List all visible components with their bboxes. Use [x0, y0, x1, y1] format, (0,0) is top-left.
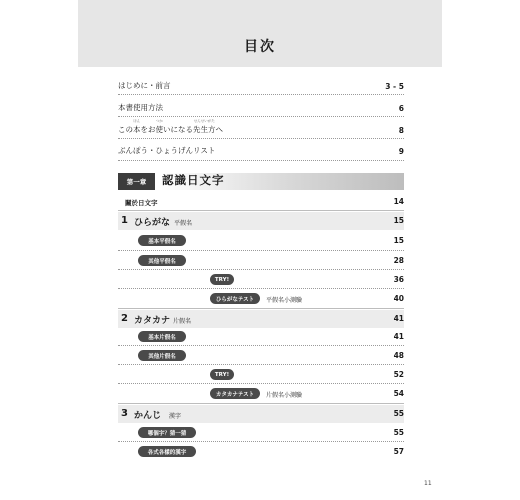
label-part: いになる [163, 125, 193, 134]
section-title[interactable]: ひらがな [134, 218, 171, 228]
chapter-band [118, 173, 404, 190]
toc-row-grammar-list[interactable] [118, 136, 404, 156]
toc-label: ぶんぽう・ひょうげんリスト [118, 146, 216, 155]
toc-pill-basic-katakana[interactable]: 基本片假名 [138, 331, 186, 342]
divider [118, 383, 404, 384]
toc-page-number: 57 [393, 447, 404, 456]
toc-page-number: 55 [393, 428, 404, 437]
toc-pill-katakana-test[interactable]: カタカナテスト [210, 388, 260, 399]
chapter-tag: 第一章 [118, 173, 155, 190]
chapter-intro-label[interactable]: 關於日文字 [125, 199, 158, 207]
page-title: 目次 [244, 39, 276, 55]
header-band [78, 0, 442, 67]
toc-pill-various-kanji[interactable]: 各式各樣的漢字 [138, 446, 196, 457]
toc-page-number: 36 [393, 275, 404, 284]
section-number: 3 [121, 408, 128, 419]
toc-row-how-to-use[interactable] [118, 93, 404, 113]
toc-row-preface[interactable] [118, 71, 404, 91]
toc-label: 本書使用方法 [118, 103, 163, 112]
label-part: 本 [133, 125, 141, 134]
divider [118, 160, 404, 161]
toc-page-number: 8 [398, 126, 404, 135]
toc-page-number: 3 - 5 [385, 82, 404, 91]
toc-page-number: 41 [393, 332, 404, 341]
divider [118, 441, 404, 442]
toc-pill-hiragana-test[interactable]: ひらがなテスト [210, 293, 260, 304]
toc-page-number: 48 [393, 351, 404, 360]
section-title[interactable]: カタカナ [134, 316, 171, 326]
section-number: 1 [121, 215, 128, 226]
toc-page-number: 15 [393, 236, 404, 245]
ruby-word [133, 119, 141, 134]
ruby-text: せんせいがた [193, 119, 215, 123]
label-part: をお [140, 125, 156, 134]
label-part: 使 [155, 125, 163, 134]
section-subtitle: 片假名 [173, 318, 192, 325]
toc-pill-basic-hiragana[interactable]: 基本平假名 [138, 235, 186, 246]
divider [118, 210, 404, 211]
label-part: この [118, 125, 133, 134]
divider [118, 288, 404, 289]
section-subtitle: 平假名 [174, 220, 193, 227]
toc-pill-guess-kanji[interactable]: 哪個字？猜一猜 [138, 427, 196, 438]
chapter-title: 認識日文字 [162, 173, 225, 187]
toc-page-number: 52 [393, 370, 404, 379]
section-subtitle: 漢字 [169, 413, 182, 420]
toc-pill-other-hiragana[interactable]: 其他平假名 [138, 255, 186, 266]
divider [118, 269, 404, 270]
section-title[interactable]: かんじ [134, 411, 162, 421]
toc-page-number: 28 [393, 256, 404, 265]
toc-pill-try[interactable]: TRY! [210, 369, 234, 380]
toc-label: はじめに・前言 [118, 81, 171, 90]
chapter-intro-page: 14 [393, 197, 404, 206]
toc-item-desc: 片假名小測驗 [266, 392, 303, 399]
toc-page-number: 6 [398, 104, 404, 113]
section-number: 2 [121, 313, 128, 324]
section-page: 15 [393, 216, 404, 225]
ruby-text: ほん [133, 119, 141, 123]
toc-page-number: 40 [393, 294, 404, 303]
divider [118, 345, 404, 346]
ruby-text: つか [155, 119, 163, 123]
toc-pill-other-katakana[interactable]: 其他片假名 [138, 350, 186, 361]
section-page: 41 [393, 314, 404, 323]
divider [118, 250, 404, 251]
ruby-word [155, 119, 164, 134]
label-part: 先生方 [193, 125, 216, 134]
toc-page-number: 9 [398, 147, 404, 156]
toc-page-number: 54 [393, 389, 404, 398]
ruby-word [193, 119, 216, 134]
section-page: 55 [393, 409, 404, 418]
divider [118, 308, 404, 309]
toc-pill-try[interactable]: TRY! [210, 274, 234, 285]
toc-item-desc: 平假名小測驗 [266, 297, 303, 304]
toc-label [118, 119, 223, 135]
footer-page-number: 11 [424, 480, 432, 487]
label-part: へ [215, 125, 223, 134]
divider [118, 403, 404, 404]
divider [118, 364, 404, 365]
toc-row-for-teachers[interactable] [118, 115, 404, 135]
